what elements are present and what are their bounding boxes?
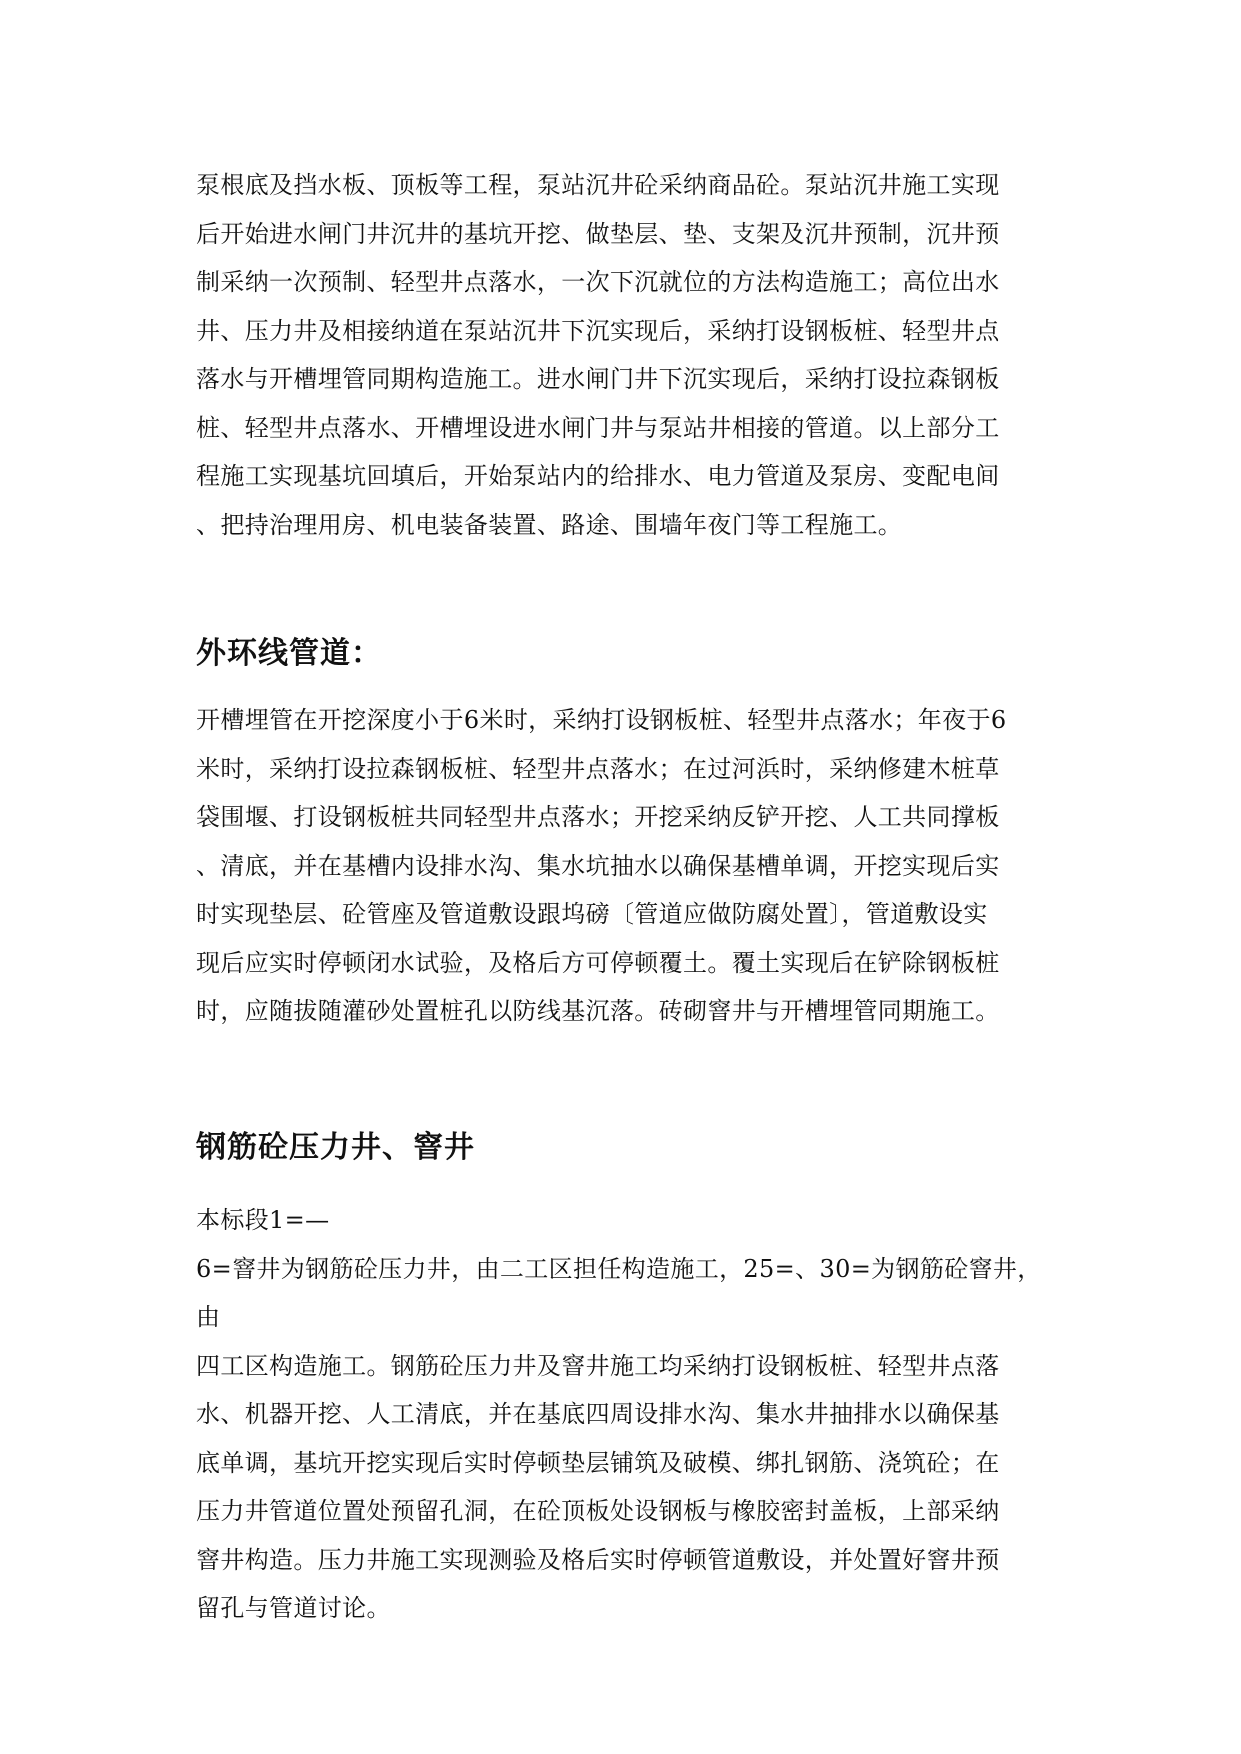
intro-paragraph: 泵根底及挡水板、顶板等工程，泵站沉井砼采纳商品砼。泵站沉井施工实现 后开始进水闸门井沉井的基坑开挖、做垫层、垫、支架及沉井预制，沉井预 制采纳一次预制、轻型井点落水，一次下沉就位的方法构造施工；高位出水 井、压力井及相接纳道在泵站沉井下沉实现后，采纳打设钢板桩、轻型井点 落水与开槽埋管同期构造施工。进水闸门井下沉实现后，采纳打设拉森钢板 桩、轻型井点落水、开槽埋设进水闸门井与泵站井相接的管道。以上部分工 程施工实现基坑回填后，开始泵站内的给排水、电力管道及泵房、变配电间 、把持治理用房、机电装备装置、路途、围墙年夜门等工程施工。 [196, 171, 1000, 539]
section-body-pressure-well: 本标段1=— 6=窨井为钢筋砼压力井，由二工区担任构造施工，25=、30=为钢筋砼窨井，由 四工区构造施工。钢筋砼压力井及窨井施工均采纳打设钢板桩、轻型井点落 水、机器开挖、人工清底，并在基底四周设排水沟、集水井抽排水以确保基 底单调，基坑开挖实现后实时停顿垫层铺筑及破模、绑扎钢筋、浇筑砼；在 压力井管道位置处预留孔洞，在砼顶板处设钢板与橡胶密封盖板，上部采纳 窨井构造。压力井施工实现测验及格后实时停顿管道敷设，并处置好窨井预 留孔与管道讨论。 [196, 1206, 1042, 1622]
section-heading-outer-ring-pipeline: 外环线管道： [196, 636, 382, 671]
section-body-outer-ring-pipeline: 开槽埋管在开挖深度小于6米时，采纳打设钢板桩、轻型井点落水；年夜于6 米时，采纳打设拉森钢板桩、轻型井点落水；在过河浜时，采纳修建木桩草 袋围堰、打设钢板桩共同轻型井点落水；开挖采纳反铲开挖、人工共同撑板 、清底，并在基槽内设排水沟、集水坑抽水以确保基槽单调，开挖实现后实 时实现垫层、砼管座及管道敷设跟坞磅〔管道应做防腐处置〕，管道敷设实 现后应实时停顿闭水试验，及格后方可停顿覆土。覆土实现后在铲除钢板桩 时，应随拔随灌砂处置桩孔以防线基沉落。砖砌窨井与开槽埋管同期施工。 [196, 706, 1007, 1025]
section-heading-pressure-well: 钢筋砼压力井、窨井 [196, 1130, 475, 1165]
